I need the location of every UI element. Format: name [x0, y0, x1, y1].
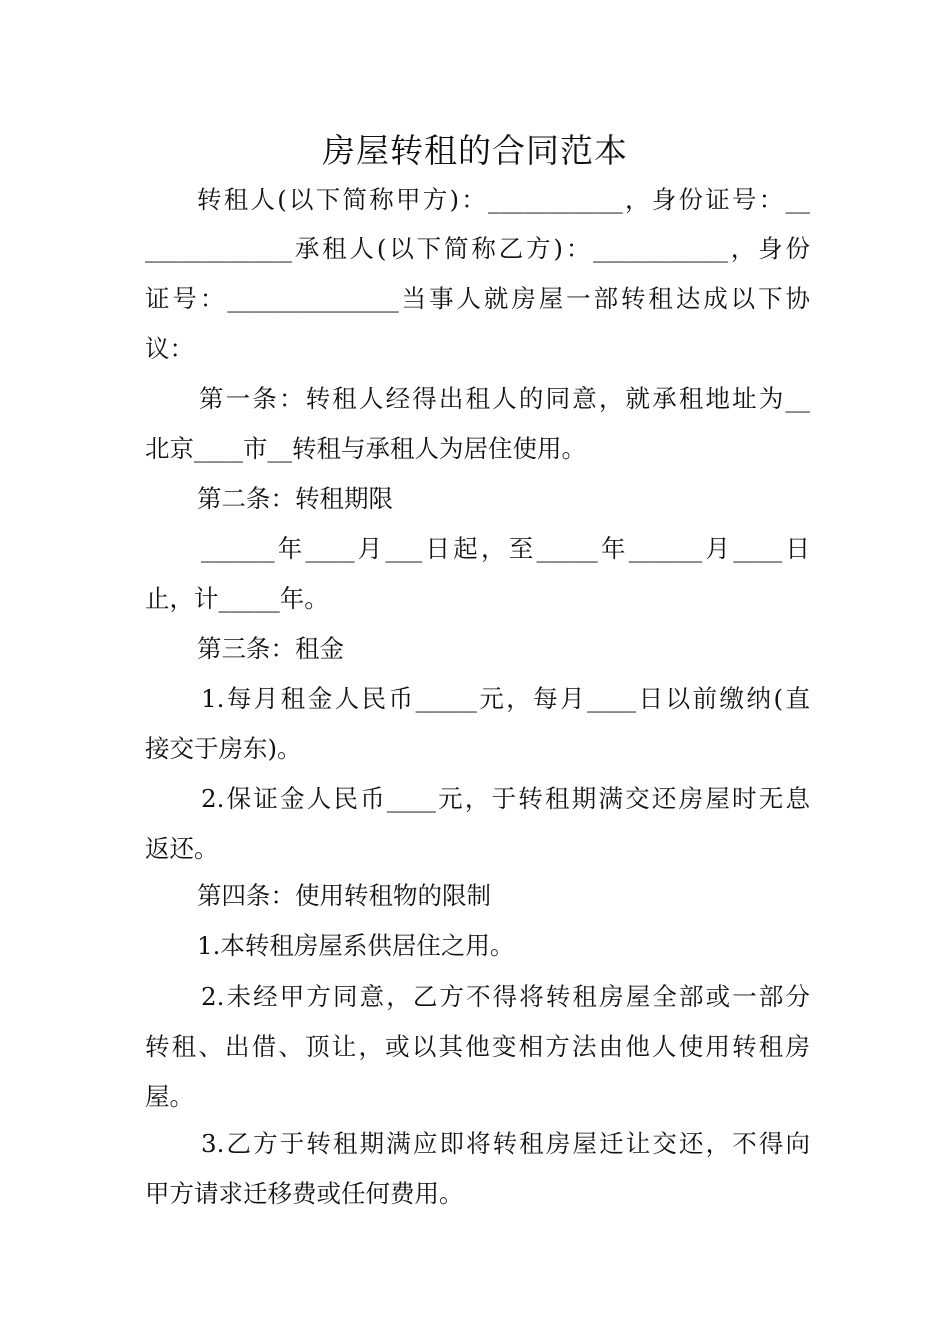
paragraph-line: 屋。 [145, 1082, 194, 1111]
paragraph-line: 1.每月租金人民币_____元，每月____日以前缴纳(直 [201, 684, 810, 713]
paragraph-line: 1.本转租房屋系供居住之用。 [197, 931, 515, 960]
paragraph-line: ______年____月___日起，至_____年______月____日 [201, 534, 810, 563]
paragraph-line: 甲方请求迁移费或任何费用。 [145, 1179, 464, 1208]
paragraph-line: 3.乙方于转租期满应即将转租房屋迁让交还，不得向 [201, 1129, 810, 1158]
paragraph-line: 2.未经甲方同意，乙方不得将转租房屋全部或一部分 [201, 982, 810, 1011]
paragraph-line: 止，计_____年。 [145, 584, 329, 613]
paragraph-line: 证号：______________当事人就房屋一部转租达成以下协 [145, 284, 810, 313]
paragraph-line: ____________承租人(以下简称乙方)：___________，身份 [145, 234, 810, 263]
paragraph-line: 返还。 [145, 834, 219, 863]
paragraph-line: 议： [145, 334, 194, 363]
paragraph-line: 第一条：转租人经得出租人的同意，就承租地址为__ [199, 384, 810, 413]
paragraph-line: 2.保证金人民币____元，于转租期满交还房屋时无息 [201, 784, 810, 813]
section-heading: 第二条：转租期限 [197, 484, 393, 513]
paragraph-line: 北京____市__转租与承租人为居住使用。 [145, 434, 586, 463]
paragraph-line: 转租人(以下简称甲方)：___________，身份证号：__ [197, 185, 810, 214]
paragraph-line: 转租、出借、顶让，或以其他变相方法由他人使用转租房 [145, 1032, 810, 1061]
section-heading: 第四条：使用转租物的限制 [197, 881, 491, 910]
paragraph-line: 接交于房东)。 [145, 734, 302, 763]
document-title: 房屋转租的合同范本 [322, 131, 628, 170]
section-heading: 第三条：租金 [197, 634, 344, 663]
